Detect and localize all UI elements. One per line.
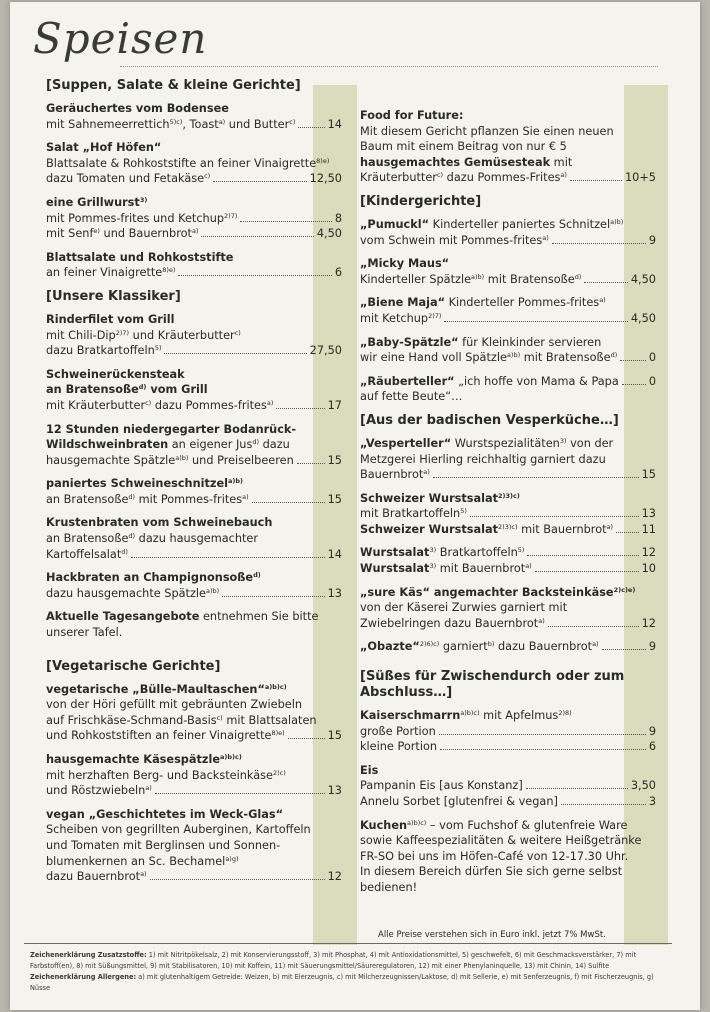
item-price: 3,50 xyxy=(630,779,656,793)
menu-item: Rinderfilet vom Grill mit Chili-Dip$^{2)7)}$ und Kräuterbutter$^{c)}$ dazu Bratkartoffeln$^{5)}$ 27,50 xyxy=(46,312,342,358)
menu-item: vegan „Geschichtetes im Weck-Glas“ Scheiben von gegrillten Auberginen, Kartoffeln und Tomaten mit Berglinsen und Sonnen- blumenkernen an Sc. Bechamel$^{a)g)}$ dazu Bauernbrot$^{a)}$ 12 xyxy=(46,807,342,884)
item-price: 10 xyxy=(641,562,656,576)
item-price: 15 xyxy=(327,729,342,743)
item-price: 17 xyxy=(327,398,342,412)
section-title-suesses: [Süßes für Zwischendurch oder zum Abschluss…] xyxy=(360,669,625,701)
item-name: 12 Stunden niedergegarter Bodanrück- xyxy=(46,422,297,436)
menu-item: Krustenbraten vom Schweinebauch an Bratensoße$^{d)}$ dazu hausgemachter Kartoffelsalat$^{d)}$ 14 xyxy=(46,516,342,561)
item-price: 4,50 xyxy=(630,272,656,286)
menu-item: hausgemachte Käsespätzle$^{a)b)c)}$ mit herzhaften Berg- und Backsteinkäse$^{2)c)}$ und Röstzwiebeln$^{a)}$ 13 xyxy=(46,753,342,798)
allergens-legend: Zeichenerklärung Allergene: a) mit glutenhaltigem Getreide: Weizen, b) mit Eierzeugnis, c) mit Milcherzeugnissen/Laktose, d) mit Sellerie, e) mit Senferzeugnis, f) mit Fischerzeugnis, g) Nüsse xyxy=(30,973,654,992)
item-price: 14 xyxy=(327,547,342,561)
menu-item: Blattsalate und Rohkoststifte an feiner Vinaigrette$^{8)e)}$ 6 xyxy=(46,250,342,280)
item-price: 6 xyxy=(648,740,656,754)
item-price: 13 xyxy=(641,507,656,521)
item-name: Rinderfilet vom Grill xyxy=(46,312,175,326)
item-price: 6 xyxy=(334,266,342,280)
menu-item: Schweinerückensteak an Bratensoße$^{d)}$ vom Grill mit Kräuterbutter$^{c)}$ dazu Pommes-frites$^{a)}$ 17 xyxy=(46,367,342,412)
menu-item: „Obazte“$^{2)6)c)}$ garniert$^{b)}$ dazu Bauernbrot$^{a)}$ 9 xyxy=(360,640,656,654)
item-price: 13 xyxy=(327,784,342,798)
footer-divider xyxy=(24,943,672,944)
item-name: Schweizer Wurstsalat$^{2)3)c)}$ xyxy=(360,491,520,505)
item-price: 9 xyxy=(648,233,656,247)
menu-item: Wurstsalat$^{3)}$ Bratkartoffeln$^{5)}$ 12 Wurstsalat$^{3)}$ mit Bauernbrot$^{a)}$ 10 xyxy=(360,546,656,576)
menu-item: Kuchen$^{a)b)c)}$ – vom Fuchshof & glutenfreie Ware sowie Kaffeespezialitäten & weitere Heißgetränke FR-SO bei uns im Höfen-Café von 12-17.30 Uhr. In diesem Bereich dürfen Sie sich gerne selbst bedienen! xyxy=(360,818,642,894)
item-price: 14 xyxy=(327,117,342,131)
menu-item: eine Grillwurst$^{3)}$ mit Pommes-frites und Ketchup$^{2)7)}$ 8 mit Senf$^{e)}$ und Bauernbrot$^{a)}$ 4,50 xyxy=(46,195,342,241)
item-name: „Micky Maus“ xyxy=(360,257,450,271)
item-price: 10+5 xyxy=(624,171,656,185)
section-title-klassiker: [Unsere Klassiker] xyxy=(46,288,181,304)
menu-item: „Baby-Spätzle“ für Kleinkinder servieren wir eine Hand voll Spätzle$^{a)b)}$ mit Bratensoße$^{d)}$ 0 xyxy=(360,335,656,365)
menu-item: Kaiserschmarrn$^{a)b)c)}$ mit Apfelmus$^{2)8)}$ große Portion 9 kleine Portion 6 xyxy=(360,709,656,754)
item-name: Blattsalate und Rohkoststifte xyxy=(46,250,234,264)
item-price: 0 xyxy=(648,374,656,388)
item-name: Geräuchertes vom Bodensee xyxy=(46,102,229,115)
item-name: Krustenbraten vom Schweinebauch xyxy=(46,516,273,530)
item-price: 12,50 xyxy=(309,172,342,186)
item-name: paniertes Schweineschnitzel$^{a)b)}$ xyxy=(46,477,243,491)
item-name: Food for Future: xyxy=(360,109,464,122)
item-name: „sure Käs“ angemachter Backsteinkäse$^{2)c)e)}$ xyxy=(360,585,636,599)
menu-item: vegetarische „Bülle-Maultaschen“$^{a)b)c)}$ von der Höri gefüllt mit gebräunten Zwiebeln auf Frischkäse-Schmand-Basis$^{c)}$ mit Blattsalaten und Rohkoststiften an feiner Vinaigrette$^{8)e)}$ 15 xyxy=(46,682,342,743)
menu-item: Hackbraten an Champignonsoße$^{d)}$ dazu hausgemachte Spätzle$^{a)b)}$ 13 xyxy=(46,571,342,600)
footer-legend xyxy=(30,950,675,994)
item-name-line2: an Bratensoße$^{d)}$ vom Grill xyxy=(46,383,208,397)
item-price: 12 xyxy=(327,870,342,884)
menu-item: „Biene Maja“ Kinderteller Pommes-frites$^{a)}$ mit Ketchup$^{2)7)}$ 4,50 xyxy=(360,296,656,325)
menu-item: Salat „Hof Höfen“ Blattsalate & Rohkoststifte an feiner Vinaigrette$^{8)e)}$ dazu Tomaten und Fetakäse$^{c)}$ 12,50 xyxy=(46,141,342,186)
item-price: 11 xyxy=(641,522,656,536)
item-price: 8 xyxy=(334,211,342,225)
daily-specials-note: Aktuelle Tagesangebote entnehmen Sie bitte unserer Tafel. xyxy=(46,610,319,640)
item-price: 4,50 xyxy=(316,227,342,241)
item-name: eine Grillwurst$^{3)}$ xyxy=(46,195,148,209)
menu-item: „sure Käs“ angemachter Backsteinkäse$^{2)c)e)}$ von der Käserei Zurwies garniert mit Zwiebelringen dazu Bauernbrot$^{a)}$ 12 xyxy=(360,585,656,630)
item-price: 0 xyxy=(648,351,656,365)
menu-item: Eis Pampanin Eis [aus Konstanz] 3,50 Annelu Sorbet [glutenfrei & vegan] 3 xyxy=(360,763,656,808)
page-title: Speisen xyxy=(33,14,208,63)
item-name: Schweinerückensteak xyxy=(46,367,185,381)
menu-item: „Räuberteller“ „ich hoffe von Mama & Papa 0 auf fette Beute“… xyxy=(360,374,656,404)
left-column xyxy=(46,78,342,893)
item-price: 3 xyxy=(648,795,656,808)
menu-item: 12 Stunden niedergegarter Bodanrück- Wildschweinbraten an eigener Jus$^{d)}$ dazu hausgemachte Spätzle$^{a)b)}$ und Preiselbeeren 15 xyxy=(46,422,342,467)
vat-note: Alle Preise verstehen sich in Euro inkl. jetzt 7% MwSt. xyxy=(378,930,606,940)
menu-item: Schweizer Wurstsalat$^{2)3)c)}$ mit Bratkartoffeln$^{5)}$ 13 Schweizer Wurstsalat$^{2)3)c)}$ mit Bauernbrot$^{a)}$ 11 xyxy=(360,491,656,536)
item-price: 15 xyxy=(641,468,656,482)
item-price: 12 xyxy=(641,546,656,560)
item-name: Salat „Hof Höfen“ xyxy=(46,141,162,155)
item-price: 13 xyxy=(327,586,342,600)
section-title-suppen: [Suppen, Salate & kleine Gerichte] xyxy=(46,78,301,93)
additives-legend: Zeichenerklärung Zusatzstoffe: 1) mit Nitritpökelsalz, 2) mit Konservierungsstoff, 3) mit Phosphat, 4) mit Antioxidationsmittel, 5) geschwefelt, 6) mit Geschmacksverstärker, 7) mit Farbstoff(en), 8) mit Süßungsmittel, 9) mit Stabilisatoren, 10) mit Koffein, 11) mit Säuerungsmittel/Säureregulatoren, 12) mit einer Phenylaninquelle, 13) mit Chinin, 14) Sulfite xyxy=(30,951,637,970)
menu-item: Geräuchertes vom Bodensee mit Sahnemeerrettich$^{5)c)}$, Toast$^{a)}$ und Butter$^{c)}$ 14 xyxy=(46,102,342,131)
item-price: 15 xyxy=(327,492,342,506)
item-price: 9 xyxy=(648,724,656,738)
section-title-kinder: [Kindergerichte] xyxy=(360,193,482,209)
item-price: 9 xyxy=(648,640,656,654)
menu-item: „Micky Maus“ Kinderteller Spätzle$^{a)b)}$ mit Bratensoße$^{d)}$ 4,50 xyxy=(360,257,656,286)
section-title-vesper: [Aus der badischen Vesperküche…] xyxy=(360,412,619,428)
item-price: 27,50 xyxy=(309,344,342,358)
section-title-vegetarisch: [Vegetarische Gerichte] xyxy=(46,658,221,674)
item-price: 15 xyxy=(327,453,342,467)
menu-item: paniertes Schweineschnitzel$^{a)b)}$ an Bratensoße$^{d)}$ mit Pommes-frites$^{a)}$ 15 xyxy=(46,477,342,506)
right-column xyxy=(360,108,656,904)
menu-item-food-for-future: Food for Future: Mit diesem Gericht pflanzen Sie einen neuen Baum mit einem Beitrag von nur € 5 hausgemachtes Gemüsesteak mit Kräuterbutter$^{c)}$ dazu Pommes-Frites$^{a)}$ 10+5 xyxy=(360,109,656,185)
title-divider xyxy=(120,66,658,67)
menu-item: „Vesperteller“ Wurstspezialitäten$^{3)}$ von der Metzgerei Hierling reichhaltig garniert dazu Bauernbrot$^{a)}$ 15 xyxy=(360,436,656,482)
item-price: 12 xyxy=(641,616,656,630)
item-price: 4,50 xyxy=(630,311,656,325)
menu-item: „Pumuckl“ Kinderteller paniertes Schnitzel$^{a)b)}$ vom Schwein mit Pommes-frites$^{a)}$ 9 xyxy=(360,217,656,247)
item-name: Eis xyxy=(360,763,379,777)
item-name: hausgemachte Käsespätzle$^{a)b)c)}$ xyxy=(46,753,242,766)
item-name: vegetarische „Bülle-Maultaschen“$^{a)b)c)}$ xyxy=(46,682,287,696)
item-name: vegan „Geschichtetes im Weck-Glas“ xyxy=(46,807,284,821)
item-name: Hackbraten an Champignonsoße$^{d)}$ xyxy=(46,571,261,585)
